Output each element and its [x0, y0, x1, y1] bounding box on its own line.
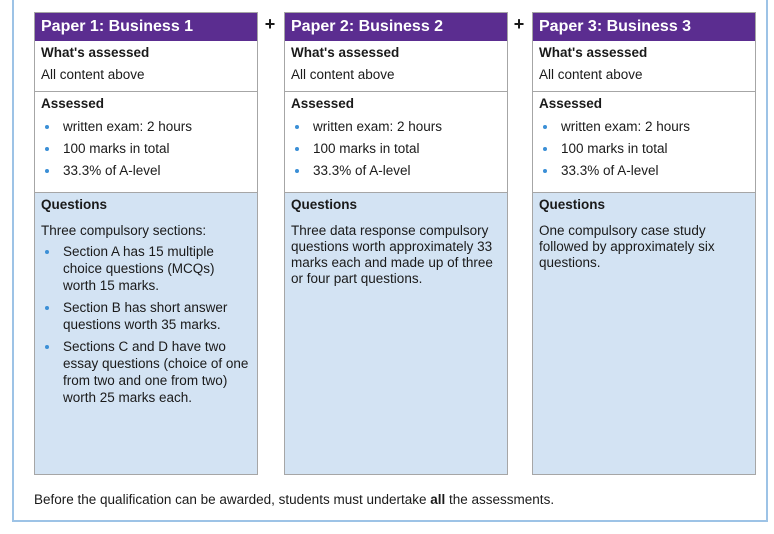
- questions-section: [533, 192, 755, 474]
- list-item: 33.3% of A-level: [539, 162, 749, 179]
- list-item: 100 marks in total: [539, 140, 749, 157]
- assessed-label: Assessed: [41, 96, 105, 111]
- questions-label: Questions: [539, 197, 606, 212]
- list-item: written exam: 2 hours: [41, 118, 251, 135]
- list-item: written exam: 2 hours: [539, 118, 749, 135]
- whats-assessed-label: What's assessed: [539, 45, 648, 60]
- paper-3-title: Paper 3: Business 3: [533, 13, 755, 41]
- questions-label: Questions: [291, 197, 358, 212]
- footer-note: [34, 492, 554, 507]
- footer-text-bold: all: [430, 492, 446, 507]
- assessed-label: Assessed: [539, 96, 603, 111]
- list-item: 33.3% of A-level: [291, 162, 501, 179]
- questions-intro: Three data response compulsory questions worth approximately 33 marks each and made up of three or four part questions.: [291, 223, 493, 286]
- questions-label: Questions: [41, 197, 108, 212]
- assessed-section: [35, 91, 257, 192]
- questions-list: [35, 243, 257, 406]
- assessed-list: [35, 118, 257, 179]
- questions-section: [285, 192, 507, 474]
- assessed-list: [285, 118, 507, 179]
- questions-section: [35, 192, 257, 474]
- list-item: 33.3% of A-level: [41, 162, 251, 179]
- list-item: Sections C and D have two essay questions (choice of one from two and one from two) worth 25 marks each.: [41, 338, 251, 406]
- plus-sign: +: [513, 14, 525, 34]
- footer-text-after: the assessments.: [445, 492, 555, 507]
- whats-assessed-label: What's assessed: [291, 45, 400, 60]
- assessed-list: [533, 118, 755, 179]
- whats-assessed-value: All content above: [41, 67, 145, 82]
- assessed-section: [533, 91, 755, 192]
- paper-2-column: [284, 12, 508, 475]
- paper-3-column: [532, 12, 756, 475]
- list-item: Section A has 15 multiple choice questions (MCQs) worth 15 marks.: [41, 243, 251, 294]
- paper-1-column: [34, 12, 258, 475]
- assessed-section: [285, 91, 507, 192]
- paper-1-title: Paper 1: Business 1: [35, 13, 257, 41]
- whats-assessed-value: All content above: [539, 67, 643, 82]
- questions-intro: Three compulsory sections:: [41, 223, 207, 238]
- questions-intro: One compulsory case study followed by approximately six questions.: [539, 223, 715, 270]
- paper-2-title: Paper 2: Business 2: [285, 13, 507, 41]
- whats-assessed-label: What's assessed: [41, 45, 150, 60]
- whats-assessed-value: All content above: [291, 67, 395, 82]
- list-item: Section B has short answer questions worth 35 marks.: [41, 299, 251, 333]
- plus-sign: +: [264, 14, 276, 34]
- assessed-label: Assessed: [291, 96, 355, 111]
- list-item: 100 marks in total: [291, 140, 501, 157]
- list-item: written exam: 2 hours: [291, 118, 501, 135]
- list-item: 100 marks in total: [41, 140, 251, 157]
- footer-text-before: Before the qualification can be awarded, students must undertake: [34, 492, 431, 507]
